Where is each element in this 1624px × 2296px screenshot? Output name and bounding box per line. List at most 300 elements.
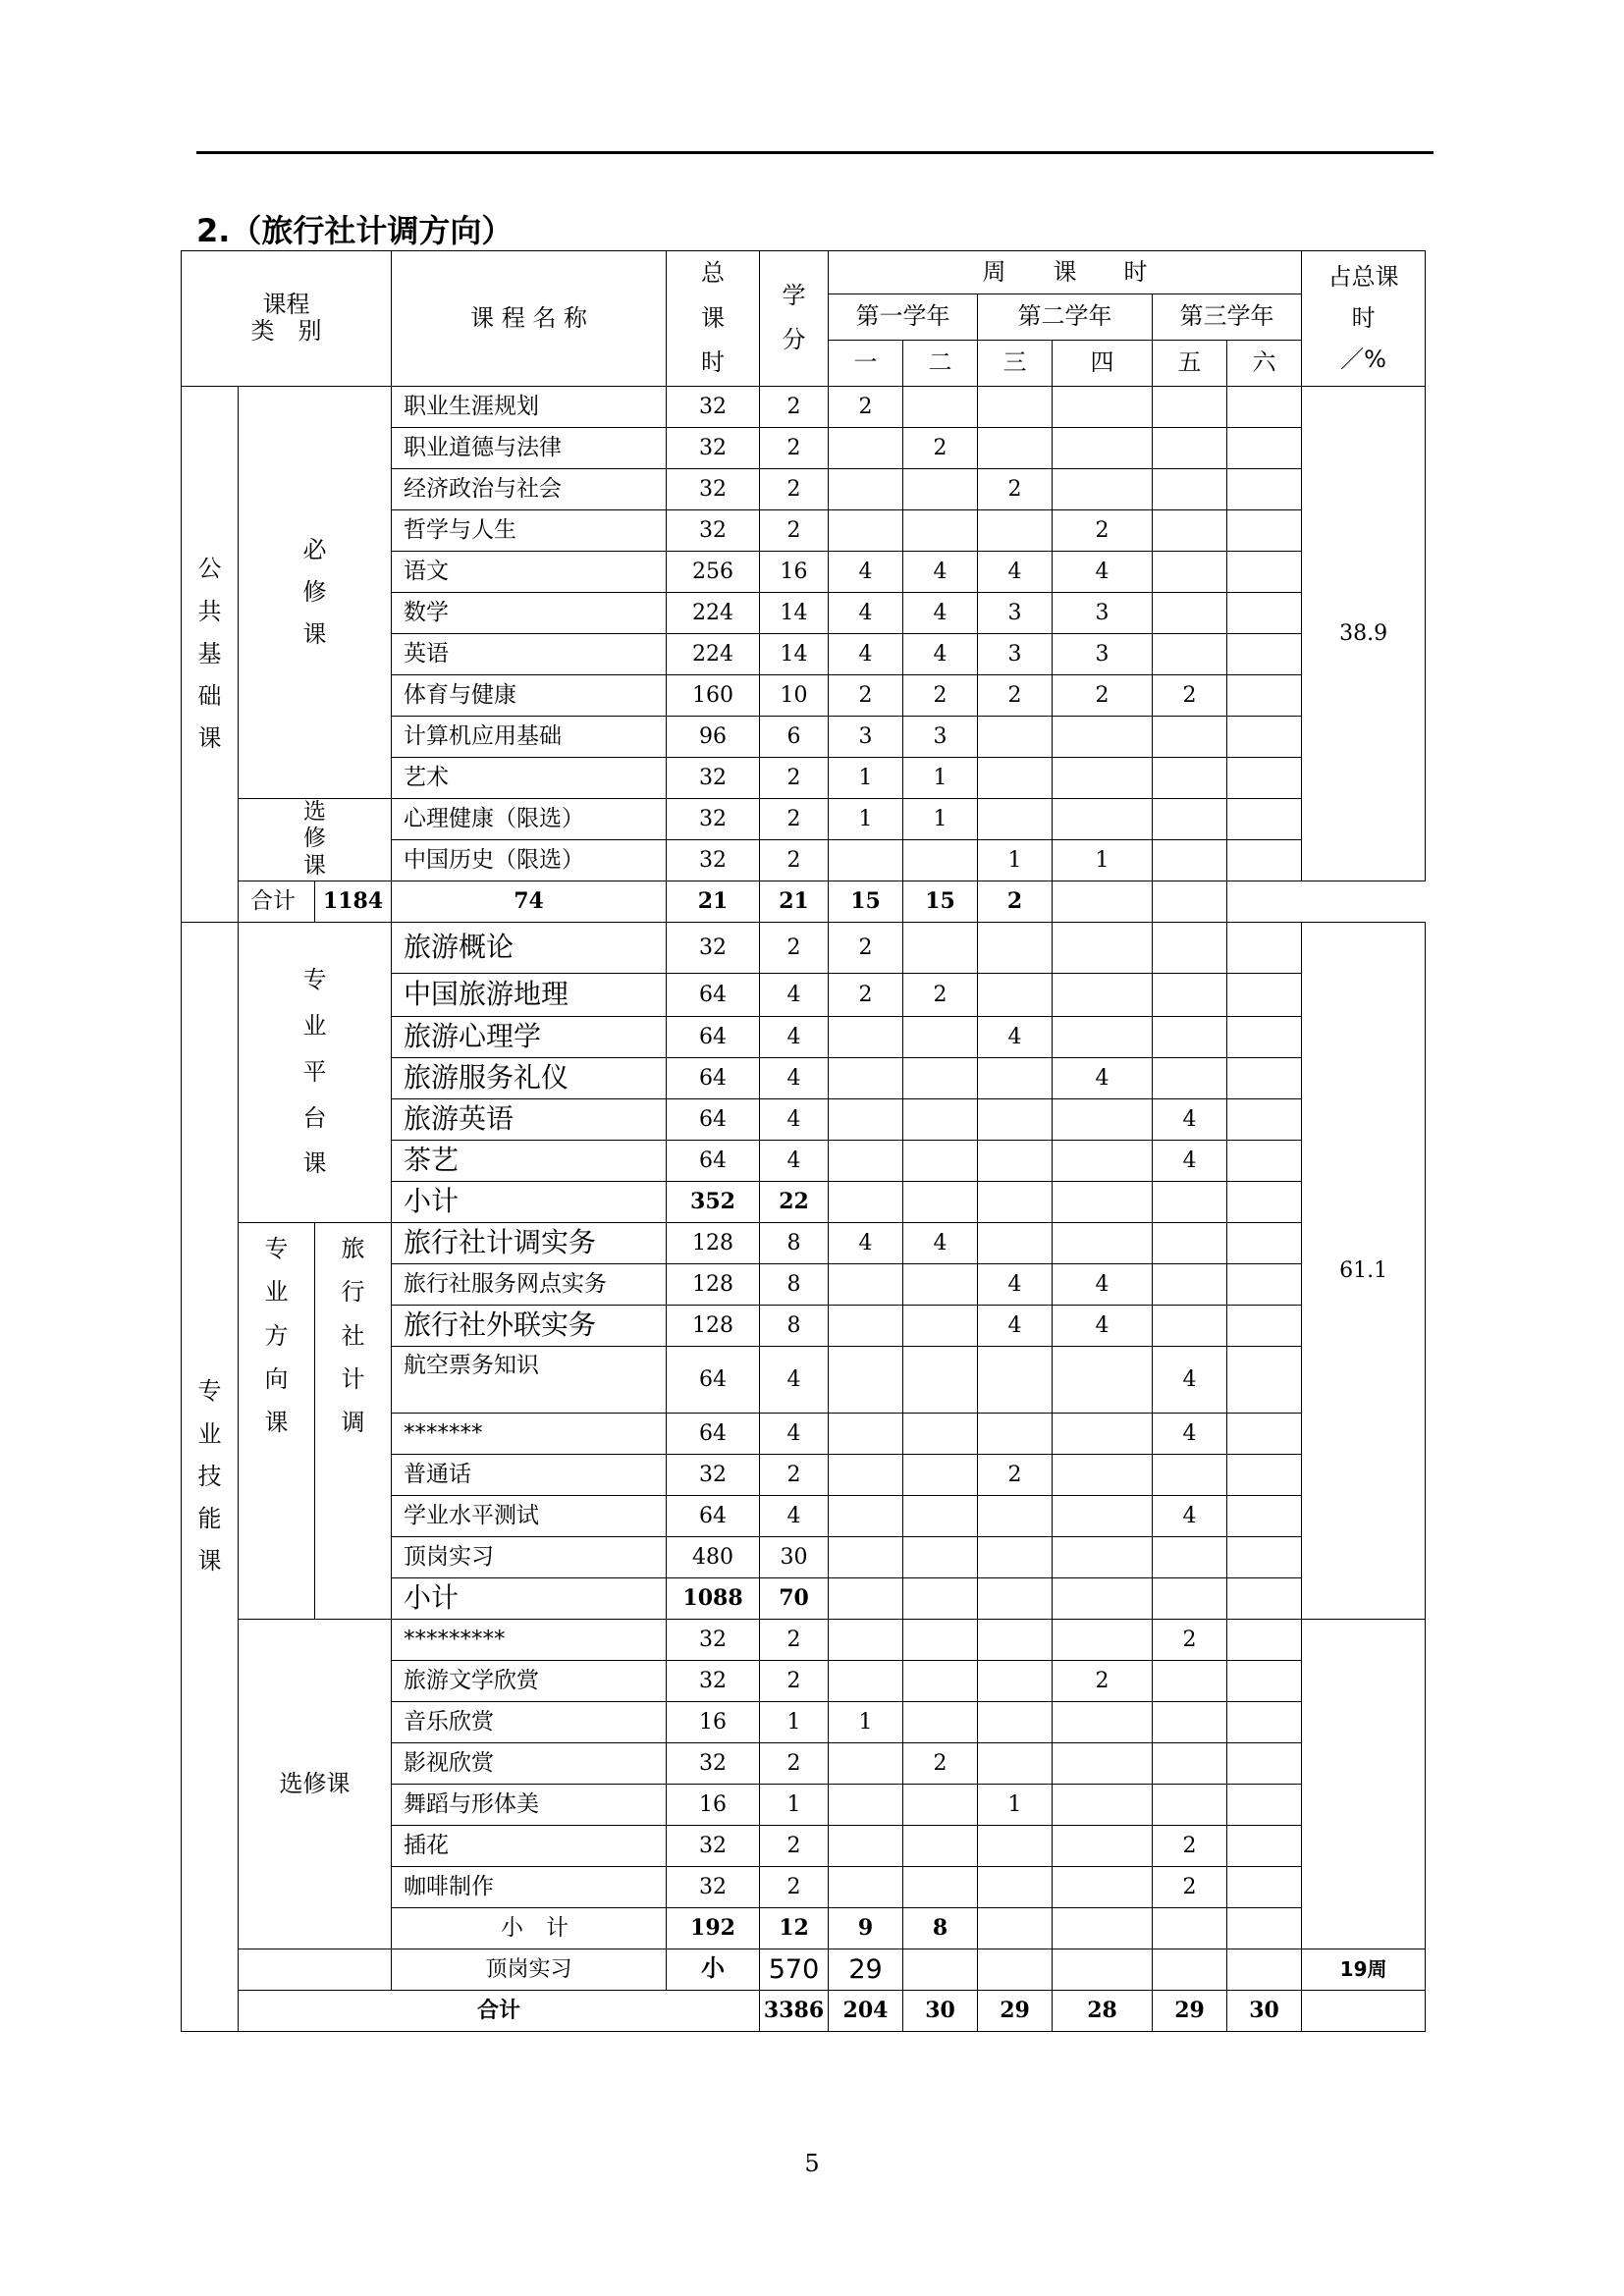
term-hours — [829, 1057, 903, 1098]
header-course-name: 课 程 名 称 — [392, 251, 667, 387]
term-hours: 4 — [1053, 1263, 1153, 1305]
term-hours — [1053, 1577, 1153, 1619]
term-hours: 1 — [829, 798, 903, 839]
term-hours — [903, 386, 978, 427]
term-hours — [1053, 1536, 1153, 1577]
term-hours: 8 — [903, 1907, 978, 1949]
term-hours — [978, 427, 1053, 468]
term-hours: 1 — [903, 757, 978, 798]
course-name: 顶岗实习 — [392, 1536, 667, 1577]
term-hours — [1227, 1346, 1302, 1413]
term-hours — [1053, 1701, 1153, 1742]
course-name: 艺术 — [392, 757, 667, 798]
credits: 2 — [760, 798, 829, 839]
term-hours — [978, 1907, 1053, 1949]
term-hours — [1227, 633, 1302, 674]
credits: 70 — [760, 1577, 829, 1619]
term-hours: 2 — [829, 973, 903, 1016]
term-hours — [1053, 881, 1153, 922]
term-hours — [1053, 1222, 1153, 1263]
term-hours: 2 — [829, 674, 903, 716]
percent-pro: 61.1 — [1302, 922, 1426, 1619]
term-hours — [903, 1016, 978, 1057]
term-hours — [1153, 1701, 1227, 1742]
group-char: 课 — [303, 853, 326, 880]
term-hours: 2 — [903, 1742, 978, 1784]
term-hours — [1053, 1495, 1153, 1536]
term-hours — [829, 1660, 903, 1701]
term-hours — [1227, 1825, 1302, 1866]
term-hours — [978, 1346, 1053, 1413]
group-char: 调 — [341, 1409, 365, 1437]
term-hours — [1227, 716, 1302, 757]
credits: 4 — [760, 1346, 829, 1413]
term-hours: 4 — [1153, 1346, 1227, 1413]
term-hours: 3 — [1053, 633, 1153, 674]
term-hours — [829, 1619, 903, 1660]
header-credits-char: 学 — [782, 281, 806, 309]
course-name: 旅游英语 — [392, 1098, 667, 1140]
grand-total-value: 29 — [978, 1990, 1053, 2031]
term-hours — [1053, 1413, 1153, 1454]
course-name: 旅行社外联实务 — [392, 1305, 667, 1346]
credits: 2 — [760, 468, 829, 509]
section-heading: 2.（旅行社计调方向） — [196, 212, 514, 249]
credits: 8 — [760, 1305, 829, 1346]
term-hours — [1227, 427, 1302, 468]
term-hours: 1 — [978, 1784, 1053, 1825]
term-hours — [1227, 551, 1302, 592]
header-term: 四 — [1053, 341, 1153, 387]
credits: 4 — [760, 1413, 829, 1454]
term-hours — [903, 1949, 978, 1990]
header-rule — [196, 151, 1434, 154]
term-hours: 1 — [829, 757, 903, 798]
term-hours — [903, 1181, 978, 1222]
term-hours — [1227, 973, 1302, 1016]
term-hours — [1053, 427, 1153, 468]
term-hours — [829, 1825, 903, 1866]
term-hours — [978, 386, 1053, 427]
term-hours — [1153, 1536, 1227, 1577]
term-hours: 9 — [829, 1907, 903, 1949]
percent-cell — [1302, 1619, 1426, 1949]
term-hours — [1227, 1784, 1302, 1825]
term-hours — [1153, 386, 1227, 427]
term-hours — [1227, 839, 1302, 881]
group-char: 计 — [341, 1364, 365, 1393]
course-name: 学业水平测试 — [392, 1495, 667, 1536]
group-char: 行 — [341, 1278, 365, 1307]
grand-total-value: 30 — [903, 1990, 978, 2031]
course-name: 职业道德与法律 — [392, 427, 667, 468]
total-hours: 16 — [667, 1784, 760, 1825]
term-hours — [903, 1305, 978, 1346]
term-hours: 4 — [1153, 1140, 1227, 1181]
term-hours: 4 — [903, 1222, 978, 1263]
course-name: 心理健康（限选） — [392, 798, 667, 839]
term-hours: 3 — [1053, 592, 1153, 633]
term-hours — [829, 1016, 903, 1057]
term-hours — [978, 1495, 1053, 1536]
header-term: 一 — [829, 341, 903, 387]
group-char: 课 — [197, 724, 222, 753]
term-hours: 4 — [1153, 1413, 1227, 1454]
course-name: 计算机应用基础 — [392, 716, 667, 757]
term-hours — [903, 1346, 978, 1413]
table-row — [182, 922, 1426, 973]
grand-total-value: 3386 — [760, 1990, 829, 2031]
total-hours: 480 — [667, 1536, 760, 1577]
term-hours — [978, 1181, 1053, 1222]
term-hours — [903, 922, 978, 973]
term-hours: 4 — [1053, 551, 1153, 592]
term-hours — [1053, 922, 1153, 973]
term-hours — [1153, 839, 1227, 881]
term-hours — [1153, 1057, 1227, 1098]
term-hours: 4 — [978, 1016, 1053, 1057]
total-hours: 128 — [667, 1263, 760, 1305]
term-hours — [1153, 1949, 1227, 1990]
credits: 2 — [760, 509, 829, 551]
term-hours — [1227, 1660, 1302, 1701]
course-name: ********* — [392, 1619, 667, 1660]
course-name: 中国历史（限选） — [392, 839, 667, 881]
group-char: 台 — [302, 1103, 327, 1132]
term-hours — [978, 1536, 1053, 1577]
term-hours — [1227, 1016, 1302, 1057]
term-hours — [978, 1140, 1053, 1181]
term-hours — [1227, 1866, 1302, 1907]
header-category — [182, 251, 392, 387]
term-hours — [1227, 757, 1302, 798]
term-hours — [903, 1536, 978, 1577]
group-char: 专 — [264, 1234, 289, 1262]
term-hours — [1227, 1701, 1302, 1742]
term-hours: 3 — [829, 716, 903, 757]
term-hours — [1227, 1907, 1302, 1949]
term-hours: 4 — [978, 551, 1053, 592]
term-hours — [1153, 1454, 1227, 1495]
term-hours — [829, 1742, 903, 1784]
term-hours — [903, 468, 978, 509]
term-hours: 2 — [978, 1454, 1053, 1495]
term-hours: 15 — [829, 881, 903, 922]
header-term: 三 — [978, 341, 1053, 387]
total-hours: 32 — [667, 1454, 760, 1495]
term-hours — [978, 1660, 1053, 1701]
table-row — [182, 1619, 1426, 1660]
header-year1: 第一学年 — [829, 294, 978, 341]
total-hours: 32 — [667, 427, 760, 468]
total-hours: 16 — [667, 1701, 760, 1742]
group-char: 业 — [197, 1419, 222, 1448]
header-category-line1: 课程 — [262, 290, 310, 318]
header-row — [182, 251, 1426, 294]
course-name: 合计 — [239, 881, 315, 922]
total-hours: 352 — [667, 1181, 760, 1222]
group-char: 公 — [197, 555, 222, 583]
credits: 2 — [760, 1825, 829, 1866]
term-hours — [978, 1701, 1053, 1742]
group-direction — [239, 1222, 315, 1619]
term-hours: 2 — [1153, 1866, 1227, 1907]
course-name: 数学 — [392, 592, 667, 633]
term-hours — [978, 1413, 1053, 1454]
group-char: 技 — [197, 1462, 222, 1490]
total-hours: 256 — [667, 551, 760, 592]
term-hours — [978, 1619, 1053, 1660]
credits: 2 — [760, 386, 829, 427]
credits: 2 — [760, 1742, 829, 1784]
course-name: 旅行社计调实务 — [392, 1222, 667, 1263]
term-hours — [1227, 1742, 1302, 1784]
group-char: 向 — [264, 1364, 289, 1393]
term-hours — [1227, 1222, 1302, 1263]
header-year3: 第三学年 — [1153, 294, 1302, 341]
term-hours — [903, 1140, 978, 1181]
credits: 2 — [760, 839, 829, 881]
group-char: 课 — [302, 1149, 327, 1178]
term-hours — [829, 1263, 903, 1305]
credits: 2 — [760, 1660, 829, 1701]
term-hours: 2 — [903, 973, 978, 1016]
term-hours — [1227, 1098, 1302, 1140]
term-hours — [829, 1495, 903, 1536]
total-hours: 1184 — [315, 881, 392, 922]
term-hours — [978, 1949, 1053, 1990]
group-char: 修 — [303, 826, 326, 852]
term-hours — [1227, 1536, 1302, 1577]
credits: 2 — [760, 1454, 829, 1495]
term-hours — [1227, 1495, 1302, 1536]
credits: 2 — [760, 427, 829, 468]
header-year2: 第二学年 — [978, 294, 1153, 341]
term-hours — [829, 1536, 903, 1577]
header-weekly-hours: 周 课 时 — [829, 251, 1302, 294]
header-total-hours-char: 课 — [701, 303, 726, 332]
credits: 6 — [760, 716, 829, 757]
term-hours: 4 — [829, 551, 903, 592]
group-char: 专 — [302, 966, 327, 994]
credits: 4 — [760, 973, 829, 1016]
total-hours: 1088 — [667, 1577, 760, 1619]
term-hours — [978, 1866, 1053, 1907]
total-hours: 160 — [667, 674, 760, 716]
course-name: 顶岗实习 — [392, 1949, 667, 1990]
term-hours — [903, 1057, 978, 1098]
curriculum-table — [181, 250, 1426, 2032]
term-hours — [903, 1495, 978, 1536]
term-hours — [1053, 798, 1153, 839]
group-platform — [239, 922, 392, 1222]
total-hours: 32 — [667, 922, 760, 973]
term-hours — [1227, 1305, 1302, 1346]
term-hours — [978, 798, 1053, 839]
header-percent-line2: 时 — [1351, 304, 1376, 333]
course-name: 小计 — [392, 1181, 667, 1222]
course-name: ******* — [392, 1413, 667, 1454]
total-hours: 32 — [667, 1825, 760, 1866]
group-elective-public — [239, 798, 392, 881]
total-hours: 64 — [667, 973, 760, 1016]
term-hours — [978, 922, 1053, 973]
term-hours — [903, 1619, 978, 1660]
term-hours: 2 — [829, 922, 903, 973]
term-hours — [1053, 716, 1153, 757]
term-hours — [903, 1660, 978, 1701]
term-hours — [903, 1263, 978, 1305]
total-hours: 64 — [667, 1346, 760, 1413]
credits: 74 — [392, 881, 667, 922]
course-name: 航空票务知识 — [392, 1346, 667, 1413]
table-row — [182, 798, 1426, 839]
term-hours — [1227, 798, 1302, 839]
term-hours — [1053, 1742, 1153, 1784]
term-hours — [1153, 1305, 1227, 1346]
term-hours — [1227, 674, 1302, 716]
credits: 4 — [760, 1495, 829, 1536]
term-hours — [1227, 1140, 1302, 1181]
course-name: 音乐欣赏 — [392, 1701, 667, 1742]
term-hours — [1153, 1660, 1227, 1701]
term-hours — [903, 509, 978, 551]
term-hours — [1153, 1907, 1227, 1949]
term-hours — [829, 1098, 903, 1140]
term-hours — [1153, 1577, 1227, 1619]
term-hours — [903, 1825, 978, 1866]
header-percent — [1302, 251, 1426, 387]
total-hours: 小 — [667, 1949, 760, 1990]
group-char: 课 — [264, 1409, 289, 1437]
percent-cell — [1153, 881, 1227, 922]
total-hours: 64 — [667, 1057, 760, 1098]
course-name: 旅游概论 — [392, 922, 667, 973]
term-hours — [829, 1305, 903, 1346]
term-hours — [1053, 1140, 1153, 1181]
group-char: 课 — [197, 1547, 222, 1575]
term-hours — [978, 757, 1053, 798]
weeks-label: 19周 — [1302, 1949, 1426, 1990]
term-hours — [978, 1057, 1053, 1098]
header-credits-char: 分 — [782, 326, 806, 354]
group-professional-skills — [182, 922, 239, 2031]
credits: 2 — [760, 1866, 829, 1907]
term-hours: 3 — [903, 716, 978, 757]
total-hours: 32 — [667, 1866, 760, 1907]
credits: 570 — [760, 1949, 829, 1990]
total-hours: 32 — [667, 1619, 760, 1660]
total-hours: 96 — [667, 716, 760, 757]
term-hours: 4 — [1053, 1305, 1153, 1346]
term-hours — [1153, 1742, 1227, 1784]
header-credits — [760, 251, 829, 387]
term-hours: 4 — [1053, 1057, 1153, 1098]
group-char: 共 — [197, 597, 222, 625]
credits: 4 — [760, 1098, 829, 1140]
term-hours: 15 — [903, 881, 978, 922]
term-hours — [829, 427, 903, 468]
term-hours: 1 — [978, 839, 1053, 881]
term-hours: 21 — [760, 881, 829, 922]
term-hours — [1053, 757, 1153, 798]
credits: 8 — [760, 1222, 829, 1263]
term-hours: 4 — [1153, 1495, 1227, 1536]
credits: 1 — [760, 1701, 829, 1742]
credits: 8 — [760, 1263, 829, 1305]
course-name: 英语 — [392, 633, 667, 674]
term-hours — [829, 468, 903, 509]
credits: 4 — [760, 1016, 829, 1057]
term-hours: 4 — [829, 633, 903, 674]
term-hours — [903, 839, 978, 881]
term-hours — [1053, 1784, 1153, 1825]
credits: 2 — [760, 757, 829, 798]
term-hours — [1153, 798, 1227, 839]
total-hours: 64 — [667, 1098, 760, 1140]
group-public-basic — [182, 386, 239, 922]
term-hours — [1053, 1619, 1153, 1660]
total-hours: 32 — [667, 1742, 760, 1784]
course-name: 体育与健康 — [392, 674, 667, 716]
term-hours — [829, 839, 903, 881]
total-hours: 192 — [667, 1907, 760, 1949]
header-term: 二 — [903, 341, 978, 387]
term-hours — [978, 1742, 1053, 1784]
term-hours — [903, 1098, 978, 1140]
table-row — [182, 1222, 1426, 1263]
course-name: 咖啡制作 — [392, 1866, 667, 1907]
total-hours: 32 — [667, 757, 760, 798]
total-hours: 224 — [667, 633, 760, 674]
term-hours: 2 — [1153, 1619, 1227, 1660]
course-name: 普通话 — [392, 1454, 667, 1495]
table-row — [182, 386, 1426, 427]
term-hours: 2 — [1053, 509, 1153, 551]
term-hours — [1153, 922, 1227, 973]
term-hours: 4 — [1153, 1098, 1227, 1140]
term-hours — [903, 1577, 978, 1619]
term-hours — [1053, 1949, 1153, 1990]
term-hours — [978, 1577, 1053, 1619]
term-hours — [829, 1784, 903, 1825]
course-name: 旅游服务礼仪 — [392, 1057, 667, 1098]
credits: 1 — [760, 1784, 829, 1825]
total-hours: 32 — [667, 798, 760, 839]
term-hours — [1227, 1949, 1302, 1990]
term-hours: 2 — [829, 386, 903, 427]
term-hours: 4 — [903, 551, 978, 592]
header-percent-line1: 占总课 — [1327, 263, 1399, 292]
credits: 14 — [760, 633, 829, 674]
group-char: 业 — [302, 1012, 327, 1041]
table-row — [182, 1990, 1426, 2031]
course-name: 舞蹈与形体美 — [392, 1784, 667, 1825]
term-hours — [1053, 1866, 1153, 1907]
group-char: 旅 — [341, 1234, 365, 1262]
grand-total-value: 30 — [1227, 1990, 1302, 2031]
term-hours — [1227, 386, 1302, 427]
term-hours: 3 — [978, 592, 1053, 633]
total-hours: 32 — [667, 468, 760, 509]
term-hours: 1 — [1053, 839, 1153, 881]
term-hours — [1227, 592, 1302, 633]
credits: 4 — [760, 1140, 829, 1181]
term-hours: 4 — [978, 1305, 1053, 1346]
term-hours — [1227, 509, 1302, 551]
term-hours — [1053, 1454, 1153, 1495]
group-char: 社 — [341, 1321, 365, 1350]
